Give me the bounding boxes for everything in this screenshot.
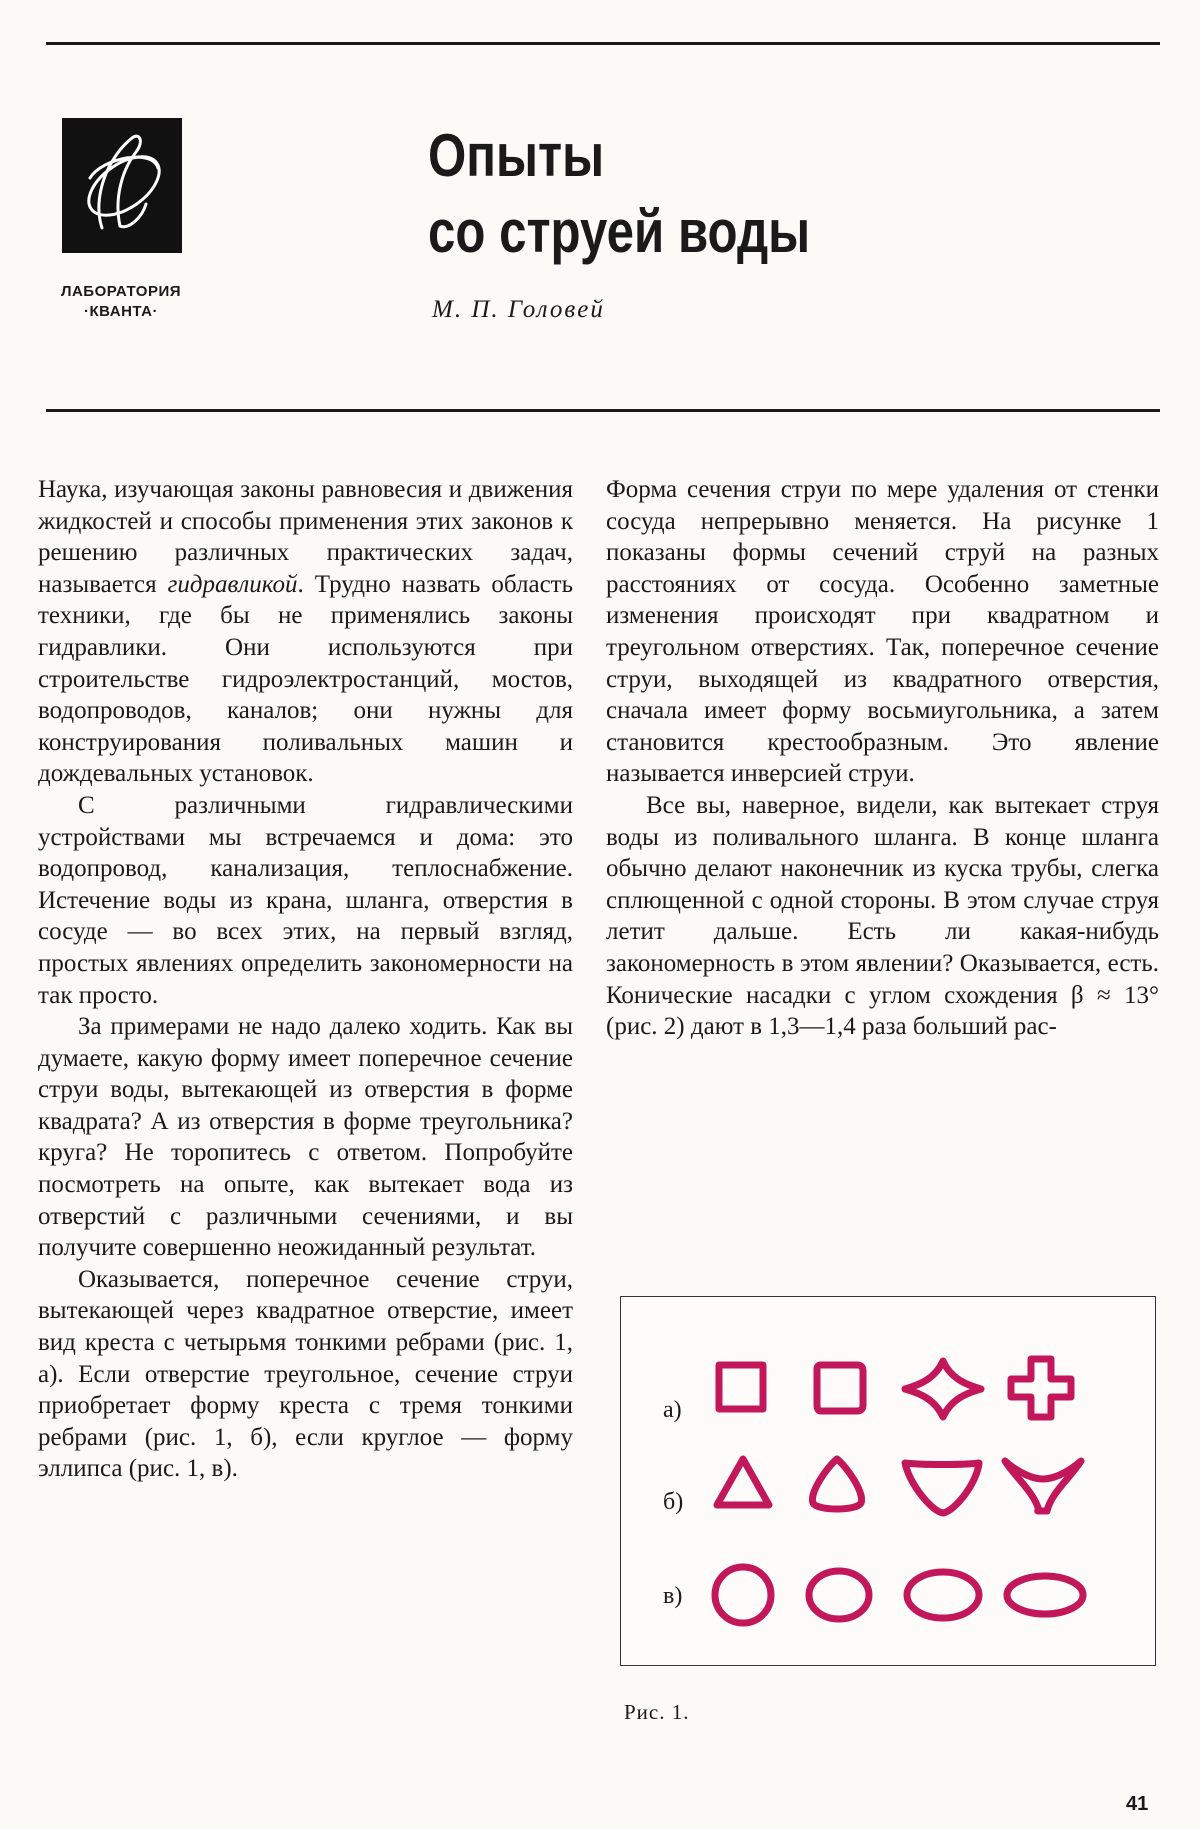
triangle-section-1 (717, 1459, 769, 1505)
laboratory-logo (62, 118, 182, 253)
article-title (428, 118, 810, 270)
ellipse-section-3 (907, 1572, 979, 1618)
paragraph: Все вы, наверное, видели, как вытекает струя воды из поливального шланга. В конце шланга обычно делают наконечник из куска трубы, слегка сплющенной с одной стороны. В этом случае струя летит дальше. Есть ли какая-нибудь закономерность в этом явлении? Оказывается, есть. Конические насадки с углом схождения β ≈ 13° (рис. 2) дают в 1,3—1,4 раза больший рас- (606, 791, 1159, 1041)
section-label-line2: ·КВАНТА· (84, 303, 158, 320)
article-author: М. П. Головей (432, 296, 605, 323)
section-label (36, 282, 206, 322)
page-number: 41 (1126, 1793, 1149, 1815)
title-line2: со струей воды (428, 198, 811, 265)
triangle-section-3 (905, 1463, 979, 1513)
logo-emblem-icon (62, 118, 182, 253)
right-column (606, 474, 1159, 1043)
term-hydraulics: гидравликой (167, 570, 298, 598)
row-label-c: в) (663, 1583, 683, 1609)
paragraph: Оказывается, поперечное сечение струи, вытекающей через квадратное отверстие, имеет вид креста с четырьмя тонкими ребрами (рис. 1, а). Если отверстие треугольное, сечение струи приобретает форму креста с тремя тонкими ребрами (рис. 1, б), если круглое — форму эллипса (рис. 1, в). (38, 1265, 573, 1483)
paragraph: С различными гидравлическими устройствами мы встречаемся и дома: это водопровод, канализация, теплоснабжение. Истечение воды из крана, шланга, отверстия в сосуде — во всех этих, на первый взгляд, простых явлениях определить закономерности на так просто. (38, 791, 573, 1009)
ellipse-section-1 (715, 1567, 771, 1623)
figure-1 (620, 1296, 1156, 1666)
ellipse-section-2 (809, 1571, 869, 1619)
square-section-4 (1011, 1359, 1071, 1417)
paragraph: Наука, изучающая законы равновесия и движения жидкостей и способы применения этих законов к решению различных практических задач, называется гидравликой. Трудно назвать область техники, где бы не применялись законы гидравлики. Они используются при строительстве гидроэлектростанций, мостов, водопроводов, каналов; они нужны для конструирования поливальных машин и дождевальных установок. (38, 476, 573, 788)
square-section-3 (905, 1361, 981, 1417)
triangle-section-4 (1005, 1461, 1081, 1511)
header-divider (46, 409, 1160, 412)
top-rule (46, 42, 1160, 45)
section-label-line1: ЛАБОРАТОРИЯ (60, 283, 182, 300)
ellipse-section-4 (1007, 1576, 1083, 1614)
row-label-b: б) (663, 1489, 684, 1515)
figure-caption: Рис. 1. (624, 1700, 690, 1724)
row-label-a: а) (663, 1397, 682, 1423)
jet-cross-sections-diagram (621, 1297, 1157, 1667)
square-section-2 (817, 1365, 863, 1411)
triangle-section-2 (812, 1459, 861, 1509)
left-column (38, 474, 573, 1485)
paragraph: За примерами не надо далеко ходить. Как вы думаете, какую форму имеет поперечное сечение струи воды, вытекающей из отверстия в форме квадрата? А из отверстия в форме треугольника? круга? Не торопитесь с ответом. Попробуйте посмотреть на опыте, как вытекает вода из отверстий с различными сечениями, и вы получите совершенно неожиданный результат. (38, 1013, 573, 1262)
square-section-1 (719, 1365, 763, 1409)
paragraph: Форма сечения струи по мере удаления от стенки сосуда непрерывно меняется. На рисунке 1 показаны формы сечений струй на разных расстояниях от сосуда. Особенно заметные изменения происходят при квадратном и треугольном отверстиях. Так, поперечное сечение струи, выходящей из квадратного отверстия, сначала имеет форму восьмиугольника, а затем становится крестообразным. Это явление называется инверсией струи. (606, 476, 1159, 788)
title-line1: Опыты (428, 122, 605, 189)
